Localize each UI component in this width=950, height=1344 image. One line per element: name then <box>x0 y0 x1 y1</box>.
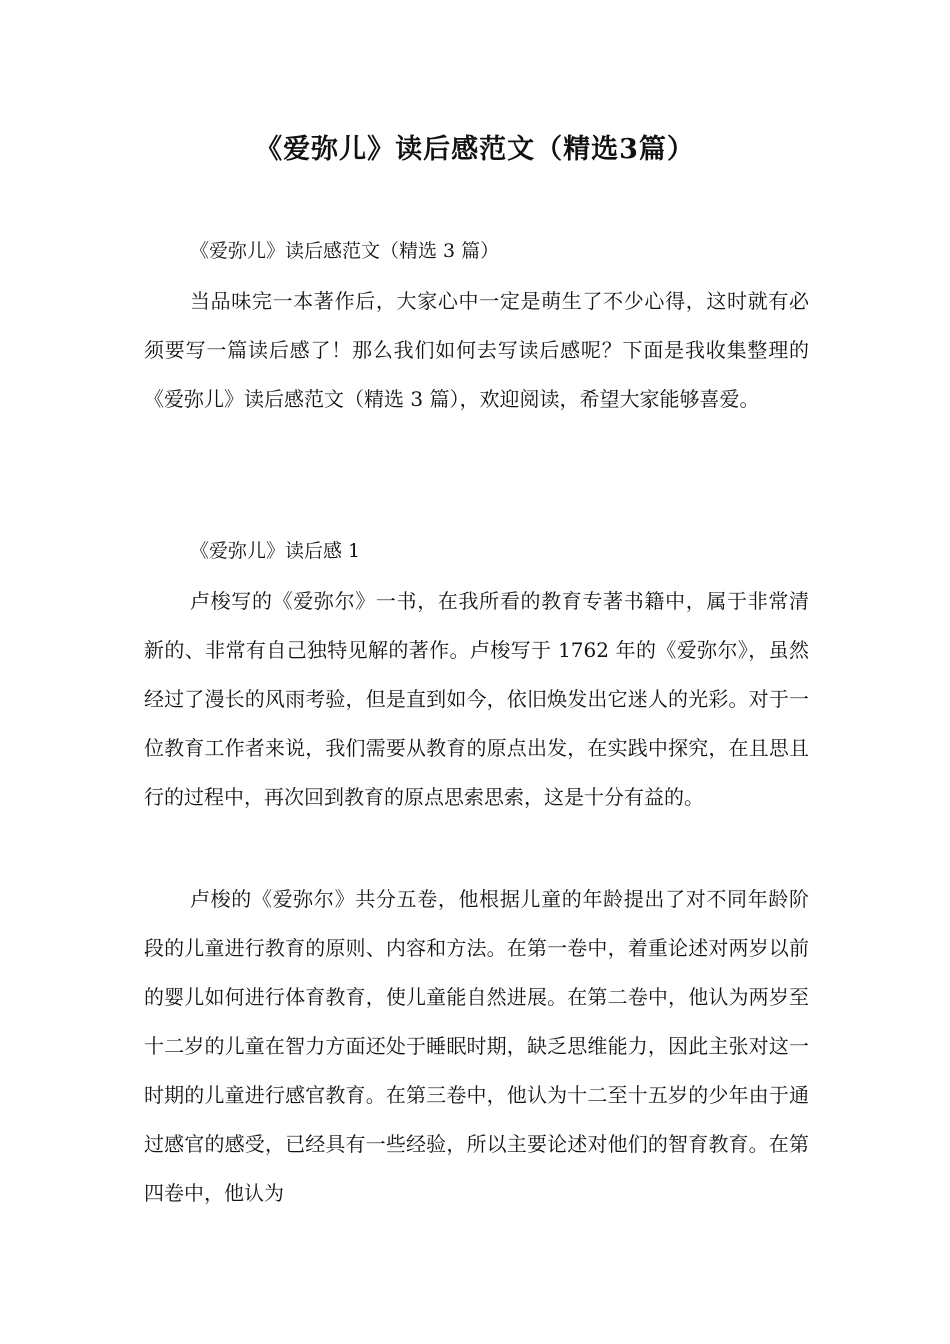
section1-paragraph-2: 卢梭的《爱弥尔》共分五卷，他根据儿童的年龄提出了对不同年龄阶段的儿童进行教育的原则、内容和方法。在第一卷中，着重论述对两岁以前的婴儿如何进行体育教育，使儿童能自然进展。在第二卷中，他认为两岁至十二岁的儿童在智力方面还处于睡眠时期，缺乏思维能力，因此主张对这一时期的儿童进行感官教育。在第三卷中，他认为十二至十五岁的少年由于通过感官的感受，已经具有一些经验，所以主要论述对他们的智育教育。在第四卷中，他认为 <box>144 887 809 1205</box>
section1-heading: 《爱弥儿》读后感 1 <box>190 540 361 562</box>
section1-paragraph-2-block <box>144 875 809 1218</box>
intro-paragraph: 当品味完一本著作后，大家心中一定是萌生了不少心得，这时就有必须要写一篇读后感了！那么我们如何去写读后感呢？下面是我收集整理的《爱弥儿》读后感范文（精选 3 篇），欢迎阅读，希望大家能够喜爱。 <box>144 289 809 411</box>
document-subtitle: 《爱弥儿》读后感范文（精选 3 篇） <box>190 240 500 262</box>
section1-paragraph-1-block <box>144 577 809 822</box>
section1-paragraph-1: 卢梭写的《爱弥尔》一书，在我所看的教育专著书籍中，属于非常清新的、非常有自己独特见解的著作。卢梭写于 1762 年的《爱弥尔》，虽然经过了漫长的风雨考验，但是直到如今，依旧焕发出它迷人的光彩。对于一位教育工作者来说，我们需要从教育的原点出发，在实践中探究，在且思且行的过程中，再次回到教育的原点思索思索，这是十分有益的。 <box>144 589 809 809</box>
section1-heading-block <box>144 527 809 576</box>
document-title: 《爱弥儿》读后感范文（精选3篇） <box>255 134 695 165</box>
intro-block <box>144 277 809 424</box>
subtitle-block <box>144 227 809 276</box>
